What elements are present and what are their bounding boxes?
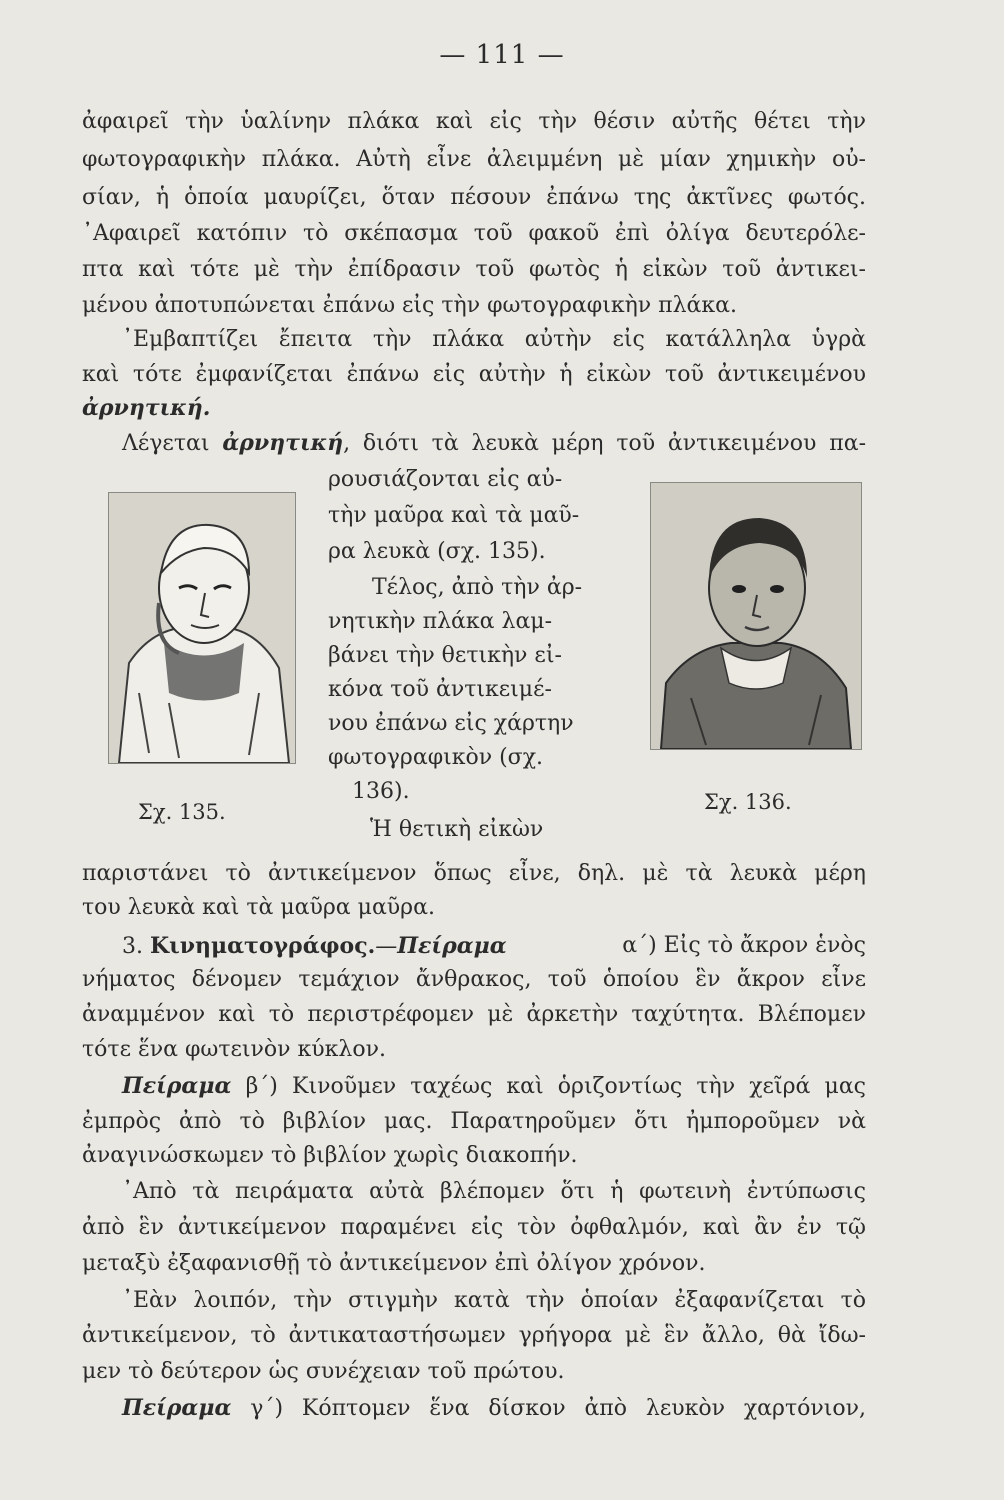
- text-line: ἀντικείμενον, τὸ ἀντικαταστήσωμεν γρήγορα μὲ ἓν ἄλλο, θὰ ἴδω-: [82, 1323, 866, 1348]
- text-line: μεταξὺ ἐξαφανισθῇ τὸ ἀντικείμενον ἐπὶ ὀλίγον χρόνον.: [82, 1251, 706, 1276]
- experiment-b-first-line: [122, 1068, 866, 1104]
- text-line: ᾿Εὰν λοιπόν, τὴν στιγμὴν κατὰ τὴν ὁποίαν ἐξαφανίζεται τὸ: [122, 1288, 866, 1313]
- experiment-c-line: [122, 1390, 866, 1426]
- lead-rest: , διότι τὰ λευκὰ μέρη τοῦ ἀντικειμένου πα-: [343, 431, 867, 456]
- text-line: νήματος δένομεν τεμάχιον ἄνθρακος, τοῦ ὁποίου ἓν ἄκρον εἶνε: [82, 967, 866, 992]
- text-line: ἀναγινώσκωμεν τὸ βιβλίον χωρὶς διακοπήν.: [82, 1143, 578, 1168]
- text-line: Ἡ θετικὴ εἰκὼν: [370, 817, 544, 842]
- text-line: βάνει τὴν θετικὴν εἰ-: [328, 643, 562, 668]
- text-line: ἀπὸ ἓν ἀντικείμενον παραμένει εἰς τὸν ὀφθαλμόν, καὶ ἂν ἐν τῷ: [82, 1215, 866, 1240]
- text-line: νητικὴν πλάκα λαμ-: [328, 609, 553, 634]
- text-line: τὴν μαῦρα καὶ τὰ μαῦ-: [328, 503, 580, 528]
- text-line: σίαν, ἡ ὁποία μαυρίζει, ὅταν πέσουν ἐπάνω της ἀκτῖνες φωτός.: [82, 185, 866, 210]
- text-line: φωτογραφικὸν (σχ.: [328, 745, 544, 770]
- figure-136-portrait-positive: [650, 482, 862, 750]
- text-line: πτα καὶ τότε μὲ τὴν ἐπίδρασιν τοῦ φωτὸς ἡ εἰκὼν τοῦ ἀντικει-: [82, 257, 866, 282]
- experiment-c-label: Πείραμα: [122, 1395, 232, 1421]
- text-line: ρα λευκὰ (σχ. 135).: [328, 539, 546, 564]
- experiment-a-label: Πείραμα: [397, 933, 507, 959]
- text-line: ᾿Αφαιρεῖ κατόπιν τὸ σκέπασμα τοῦ φακοῦ ἐπὶ ὀλίγα δευτερόλε-: [82, 221, 866, 246]
- text-line: τότε ἕνα φωτεινὸν κύκλον.: [82, 1037, 386, 1062]
- figure-135-portrait-negative: [108, 492, 296, 764]
- experiment-a-text: α΄) Εἰς τὸ ἄκρον ἑνὸς: [622, 933, 866, 958]
- negative-paragraph-line: [122, 425, 866, 461]
- section-number: 3.: [122, 934, 143, 959]
- text-line: μεν τὸ δεύτερον ὡς συνέχειαν τοῦ πρώτου.: [82, 1359, 565, 1384]
- experiment-b-text: β΄) Κινοῦμεν ταχέως καὶ ὁριζοντίως τὴν χεῖρά μας: [245, 1074, 866, 1099]
- page-number: — 111 —: [439, 40, 565, 70]
- lead-word: Λέγεται: [122, 431, 210, 456]
- experiment-b-label: Πείραμα: [122, 1073, 232, 1099]
- section-3-heading-line: [122, 928, 866, 964]
- text-line: κόνα τοῦ ἀντικειμέ-: [328, 677, 552, 702]
- text-line: ἐμπρὸς ἀπὸ τὸ βιβλίον μας. Παρατηροῦμεν ὅτι ἠμποροῦμεν νὰ: [82, 1109, 866, 1134]
- text-line: ἀφαιρεῖ τὴν ὑαλίνην πλάκα καὶ εἰς τὴν θέσιν αὐτῆς θέτει τὴν: [82, 109, 866, 134]
- experiment-c-text: γ΄) Κόπτομεν ἕνα δίσκον ἀπὸ λευκὸν χαρτόνιον,: [250, 1396, 867, 1421]
- text-line: μένου ἀποτυπώνεται ἐπάνω εἰς τὴν φωτογραφικὴν πλάκα.: [82, 293, 737, 318]
- boy-negative-illustration: [109, 493, 295, 763]
- figure-136-caption: Σχ. 136.: [704, 790, 792, 814]
- text-line: του λευκὰ καὶ τὰ μαῦρα μαῦρα.: [82, 895, 435, 920]
- term-negative-inline: ἀρνητική: [222, 430, 344, 456]
- text-line: καὶ τότε ἐμφανίζεται ἐπάνω εἰς αὐτὴν ἡ εἰκὼν τοῦ ἀντικειμένου: [82, 362, 866, 387]
- text-line: 136).: [352, 779, 410, 804]
- term-negative: ἀρνητική.: [82, 395, 211, 421]
- text-line: ρουσιάζονται εἰς αὐ-: [328, 467, 563, 492]
- text-line: ἀναμμένον καὶ τὸ περιστρέφομεν μὲ ἀρκετὴν ταχύτητα. Βλέπομεν: [82, 1002, 866, 1027]
- figure-135-caption: Σχ. 135.: [138, 800, 226, 824]
- text-line: παριστάνει τὸ ἀντικείμενον ὅπως εἶνε, δηλ. μὲ τὰ λευκὰ μέρη: [82, 861, 866, 886]
- section-dash: —: [375, 934, 398, 959]
- section-3-intro: [122, 928, 507, 964]
- boy-positive-illustration: [651, 483, 861, 749]
- text-line: φωτογραφικὴν πλάκα. Αὐτὴ εἶνε ἀλειμμένη μὲ μίαν χημικὴν οὐ-: [82, 147, 866, 172]
- text-line: Τέλος, ἀπὸ τὴν ἀρ-: [372, 575, 583, 600]
- text-line: νου ἐπάνω εἰς χάρτην: [328, 711, 574, 736]
- text-line: ᾿Εμβαπτίζει ἔπειτα τὴν πλάκα αὐτὴν εἰς κατάλληλα ὑγρὰ: [122, 327, 866, 352]
- text-line: ᾿Απὸ τὰ πειράματα αὐτὰ βλέπομεν ὅτι ἡ φωτεινὴ ἐντύπωσις: [122, 1179, 866, 1204]
- section-title: Κινηματογράφος.: [150, 933, 376, 959]
